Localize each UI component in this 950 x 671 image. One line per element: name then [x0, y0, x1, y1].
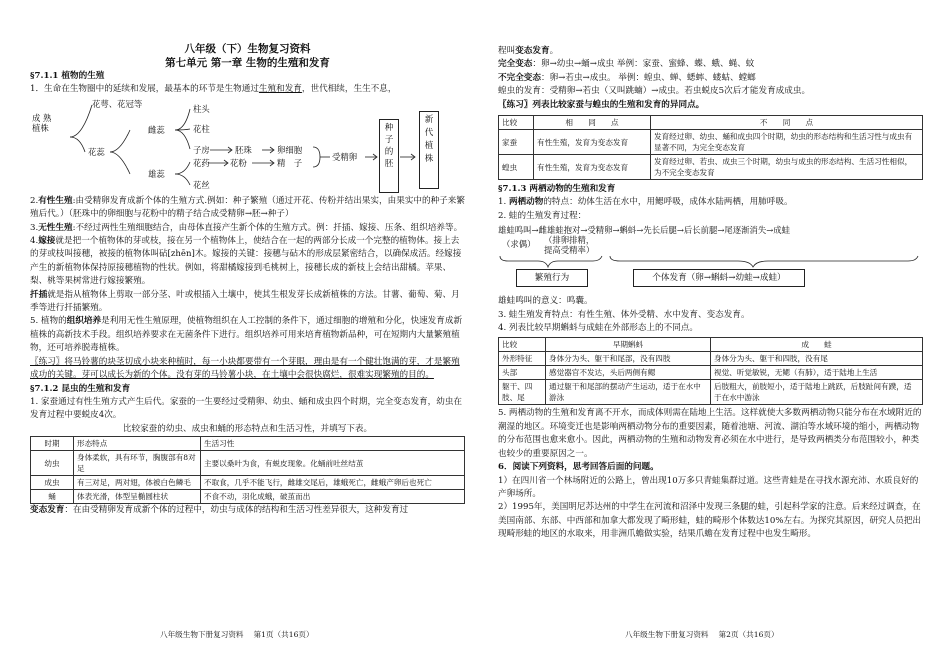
th-diff: 不 同 点: [651, 116, 923, 130]
r1-term: 变态发育: [515, 46, 550, 56]
th-tadpole: 早期蝌蚪: [546, 338, 711, 352]
footer-page-2: 八年级生物下册复习资料 第2页（共16页）: [625, 630, 779, 639]
r-para-frog-features: 3. 蛙生殖发育特点：有性生殖、体外受精、水中发育、变态发育。: [498, 309, 750, 320]
para-3-text: :不经过两性生殖细胞结合，由母体直接产生新个体的生殖方式。例：扦插、嫁接、压条、组织培养等。: [72, 222, 463, 233]
table-cell: 蛹: [31, 490, 74, 504]
th-frog: 成 蛙: [711, 338, 923, 352]
para-4b: [30, 289, 465, 316]
exercise-potato: 〖练习〗将马铃薯的块茎切成小块来种植时，每一小块都要带有一个芽眼，理由是有一个健壮饱满的芽，才是繁殖成功的关键。芽可以成长为新的个体。没有芽的马铃薯小块，在土壤中会很快腐烂，很难实现繁殖的目的。: [30, 356, 460, 381]
complete-metamorphosis: [498, 58, 923, 71]
para-4-term: 嫁接: [38, 236, 56, 247]
r-para-material-1: 1）在四川省一个林场附近的公路上，曾出现10万多只青蛙集群过道。这些青蛙是在寻找水源充沛、水质良好的产卵场所。: [498, 475, 919, 499]
para-2-text: :由受精卵发育成新个体的生殖方式.例如：种子繁殖（通过开花、传粉并结出果实，由果实中的种子来繁殖后代。）（胚珠中的卵细胞与花粉中的精子结合成受精卵→胚→种子）: [30, 195, 465, 220]
r-para-croak: 雄蛙鸣叫的意义：鸣囊。: [498, 296, 593, 307]
table-row: [31, 451, 465, 476]
r-para-distribution: 5. 两栖动物的生殖和发育离不开水，而成体则需在陆地上生活。这样就使大多数两栖动物只能分布在水域附近的潮湿的地区。环境变迁也是影响两栖动物分布的重要因素，随着池塘、河流、湖泊等水域环境的缩小，两栖动物的分布范围也愈来愈小。因此，两栖动物的生殖和动物发育必须在水中进行，是导致两栖类分布范围较小，种类也较少的重要原因之一。: [498, 408, 922, 459]
doc-title: 八年级（下）生物复习资料: [184, 43, 311, 55]
r-para-amphibian: [498, 196, 923, 209]
new-plant-box: 新 代 植 株: [419, 111, 439, 189]
table-row: [31, 476, 465, 490]
metamorphosis-text: ：在由受精卵发育成新个体的过程中，幼虫与成体的结构和生活习性差异很大，这种发育过: [64, 505, 409, 516]
th-compare: 比较: [499, 116, 534, 130]
left-column: [30, 0, 465, 518]
incomplete-term: 不完全变态: [498, 72, 541, 83]
pollen-label: 花粉: [230, 157, 247, 168]
table-row: [499, 380, 923, 405]
th-stage: 时期: [31, 437, 74, 451]
flower-structure-diagram: [30, 97, 465, 195]
frog-seek-label: （求偶）: [502, 239, 536, 250]
complete-text: ：卵→幼虫→蛹→成虫 举例：家蚕、蜜蜂、蝶、蛾、蝇、蚊: [532, 59, 755, 70]
th-form: 形态特点: [74, 437, 201, 451]
stigma-label: 柱头: [193, 103, 210, 114]
table-cell: 蝗虫: [499, 155, 534, 180]
right-column: [498, 45, 923, 542]
table-cell: 身体分为头、躯干和四肢，没有尾: [711, 352, 923, 366]
table-row: [31, 490, 465, 504]
frog-note-label: （排卵排精， 提高受精率）: [544, 235, 595, 256]
th-compare: 比较: [499, 338, 546, 352]
table-header-row: [499, 338, 923, 352]
silkworm-table: [30, 436, 465, 504]
table-cell: 身体柔软，具有环节，胸腹部有8对足: [74, 451, 201, 476]
table-cell: 躯干、四肢、尾: [499, 380, 546, 405]
r-para-frog-process: 2. 蛙的生殖发育过程：: [498, 210, 587, 221]
doc-subtitle: 第七单元 第一章 生物的生殖和发育: [165, 57, 330, 69]
table-row: [499, 352, 923, 366]
table-cell: 身体分为头、躯干和尾部，没有四肢: [546, 352, 711, 366]
table-cell: 成虫: [31, 476, 74, 490]
ovary-label: 子房: [193, 144, 210, 155]
table-cell: 有三对足，两对翅，体被白色鳞毛: [74, 476, 201, 490]
table-cell: 视觉、听觉敏锐，无鳃（有肺），适于陆地上生活: [711, 366, 923, 380]
table-cell: 体表光滑，体型呈椭圆柱状: [74, 490, 201, 504]
complete-term: 完全变态: [498, 59, 533, 70]
para-1-text-end: ，世代相续，生生不息，: [301, 84, 397, 95]
exercise-compare: 〖练习〗列表比较家蚕与蝗虫的生殖和发育的异同点。: [498, 99, 705, 110]
seed-embryo-box: 种 子 的 胚: [379, 119, 399, 193]
table-header-row: [31, 437, 465, 451]
mature-plant-label: 成 熟 植株: [32, 112, 52, 133]
tadpole-frog-table: [498, 337, 923, 405]
section-7-1-1-heading: §7.1.1 植物的生殖: [30, 71, 105, 81]
footer-page-1: 八年级生物下册复习资料 第1页（共16页）: [160, 630, 314, 639]
th-habit: 生活习性: [201, 437, 465, 451]
para-1-underline: 生殖和发育: [258, 84, 302, 95]
para-5-term: 组织培养: [66, 316, 102, 327]
table-header-row: [499, 116, 923, 130]
egg-cell-label: 卵细胞: [277, 144, 303, 155]
fertilized-egg-label: 受精卵: [332, 151, 358, 162]
breeding-behavior-box: 繁殖行为: [516, 269, 588, 287]
th-same: 相 同 点: [534, 116, 651, 130]
incomplete-metamorphosis: [498, 72, 923, 85]
para-silkworm: 1. 家蚕通过有性生殖方式产生后代。家蚕的一生要经过受精卵、幼虫、蛹和成虫四个时期，完全变态发育，幼虫在发育过程中要蜕皮4次。: [30, 396, 463, 421]
cutting-text: 就是指从植物体上剪取一部分茎、叶或根插入土壤中，使其生根发芽长成新植株的方法。甘薯、葡萄、菊、月季等进行扦插繁殖。: [30, 289, 460, 314]
para-2-term: 有性生殖: [38, 195, 73, 206]
amphibian-term: 两栖动物: [508, 197, 544, 208]
table-cell: 外形特征: [499, 352, 546, 366]
table-cell: 主要以桑叶为食，有蜕皮现象。化蛹前吐丝结茧: [201, 451, 465, 476]
table-cell: 幼虫: [31, 451, 74, 476]
pistil-label: 雌蕊: [148, 124, 165, 135]
section-7-1-2-heading: §7.1.2 昆虫的生殖和发育: [30, 383, 131, 394]
table-cell: 通过躯干和尾部的摆动产生运动，适于在水中游泳: [546, 380, 711, 405]
section-7-1-3-heading: §7.1.3 两栖动物的生殖和发育: [498, 184, 616, 195]
table-row: [499, 366, 923, 380]
metamorphosis-term: 变态发育: [30, 505, 65, 516]
table-caption: 比较家蚕的幼虫、成虫和蛹的形态特点和生活习性，并填写下表。: [122, 423, 373, 434]
table-cell: 头部: [499, 366, 546, 380]
para-5: [30, 315, 465, 355]
table-cell: 家蚕: [499, 130, 534, 155]
para-3: [30, 222, 465, 235]
amphibian-text: 的特点：幼体生活在水中，用鳃呼吸，成体水陆两栖，用肺呼吸。: [543, 197, 793, 208]
table-cell: 感觉器官不发达，头后两侧有鳃: [546, 366, 711, 380]
para-1-text: 1．生命在生物圈中的延续和发展，最基本的环节是生物通过: [30, 84, 259, 95]
cutting-term: 扦插: [30, 289, 48, 300]
table-row: [499, 155, 923, 180]
table-cell: 发育经过卵、若虫、成虫三个时期，幼虫与成虫的形态结构、生活习性相似，为不完全变态发育: [651, 155, 923, 180]
table-cell: 有性生殖，发育为变态发育: [534, 155, 651, 180]
r-para-tadpole-compare: 4. 列表比较早期蝌蚪与成蛙在外部形态上的不同点。: [498, 323, 698, 334]
para-4-num: 4.: [30, 236, 39, 247]
para-4-text: 就是把一个植物体的芽或枝，接在另一个植物体上，使结合在一起的两部分长成一个完整的植物体。接上去的芽或枝叫接穗，被接的植物体叫砧[zhēn]木。嫁接的关键：接穗与砧木的形成层紧密结合，以确保成活。经嫁接产生的新植物体保持原接穗植物的性状。例如，将甜橘嫁接到毛桃树上，接穗长成的新枝上会结出甜橘。苹果、梨、桃等果树常进行嫁接繁殖。: [30, 236, 462, 287]
para-2-num: 2.: [30, 195, 39, 206]
sperm-label: 精 子: [277, 157, 303, 168]
incomplete-text: ：卵→若虫→成虫。 举例：蝗虫、蝉、蟋蟀、蝼蛄、螳螂: [540, 72, 756, 83]
silkworm-locust-table: [498, 115, 923, 180]
para-4: [30, 235, 465, 289]
calyx-label: 花萼、花冠等: [92, 98, 143, 109]
para-metamorphosis: [30, 504, 465, 517]
r-para-reading: 6．阅读下列资料，思考回答后面的问题。: [498, 462, 659, 473]
stamen-label: 雄蕊: [148, 168, 165, 179]
para-5-num: 5. 植物的: [30, 316, 67, 327]
para-1: [30, 83, 465, 96]
locust-development: 蝗虫的发育：受精卵→若虫（又叫跳蝻）→成虫。若虫蜕皮5次后才能发育成成虫。: [498, 86, 811, 97]
filament-label: 花丝: [193, 179, 210, 190]
table-cell: 后肢粗大，前肢短小，适于陆地上跳跃，后肢趾间有蹼，适于在水中游泳: [711, 380, 923, 405]
individual-development-box: 个体发育（卵→蝌蚪→幼蛙→成蛙）: [633, 269, 805, 287]
para-2: [30, 195, 465, 222]
para-5-text: 是利用无性生殖原理，使植物组织在人工控制的条件下，通过细胞的增殖和分化，快速发育成新植株的高新技术手段。组织培养要求在无菌条件下进行。组织培养可用来培育植物新品种，可在短期内大量繁殖植物，还可培养脱毒植株。: [30, 316, 463, 354]
r1-end: 。: [549, 46, 559, 56]
table-cell: 不取食，几乎不能飞行，雌雄交尾后，雄蛾死亡，雌蛾产卵后也死亡: [201, 476, 465, 490]
table-cell: 发育经过卵、幼虫、蛹和成虫四个时期，幼虫的形态结构和生活习性与成虫有显著不同，为完全变态发育: [651, 130, 923, 155]
frog-sequence: 雄蛙鸣叫→雌雄蛙抱对→受精卵→蝌蚪→先长后腿→后长前腿→尾逐渐消失→成蛙: [498, 225, 790, 236]
ovule-label: 胚珠: [235, 144, 252, 155]
table-row: [499, 130, 923, 155]
table-cell: 不食不动，羽化成蛾，破茧而出: [201, 490, 465, 504]
style-label: 花柱: [193, 123, 210, 134]
r-para-1: [498, 45, 923, 58]
para-3-num: 3.: [30, 222, 39, 233]
anther-label: 花药: [193, 157, 210, 168]
r-para-material-2: 2）1995年，美国明尼苏达州的中学生在河流和沼泽中发现三条腿的蛙，引起科学家的注意。后来经过调查，在美国南部、东部、中西部和加拿大都发现了畸形蛙，蛙的畸形个体数达10%左右。为探究其原因，研究人员把出现畸形蛙的地区的水取来，用非洲爪蟾做实验，结果爪蟾在发育过程中也发生畸形。: [498, 502, 922, 540]
r6-num: 1.: [498, 197, 509, 208]
flower-core-label: 花蕊: [88, 146, 105, 157]
table-cell: 有性生殖，发育为变态发育: [534, 130, 651, 155]
para-3-term: 无性生殖: [38, 222, 73, 233]
r1-text: 程叫: [498, 46, 516, 56]
frog-development-diagram: [498, 223, 923, 295]
